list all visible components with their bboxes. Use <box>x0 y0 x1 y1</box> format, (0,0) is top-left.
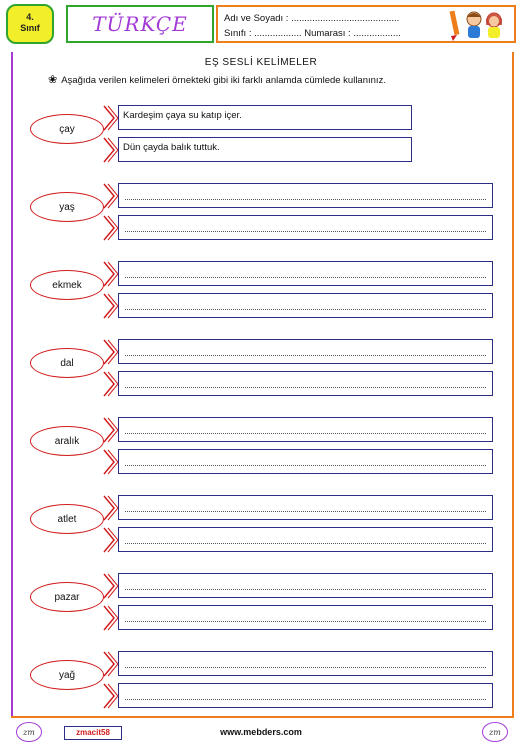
dotted-writing-line <box>125 511 486 512</box>
answer-line-box[interactable] <box>118 449 493 474</box>
answer-line-box[interactable] <box>118 417 493 442</box>
answer-line-box[interactable] <box>118 527 493 552</box>
chevron-right-icon <box>102 604 118 632</box>
word-label: dal <box>60 357 74 369</box>
answer-line-box[interactable] <box>118 495 493 520</box>
example-sentence-box <box>118 137 412 162</box>
pencil-icon <box>450 11 460 41</box>
example-sentence: Dün çayda balık tuttuk. <box>123 142 220 153</box>
chevron-right-icon <box>102 526 118 554</box>
chevron-right-icon <box>102 292 118 320</box>
answer-line-box[interactable] <box>118 683 493 708</box>
subject-title-box <box>66 5 214 43</box>
word-oval <box>30 426 104 456</box>
dotted-writing-line <box>125 667 486 668</box>
frame-right-border <box>512 52 514 716</box>
word-oval <box>30 348 104 378</box>
dotted-writing-line <box>125 465 486 466</box>
dotted-writing-line <box>125 231 486 232</box>
chevron-right-icon <box>102 338 118 366</box>
grade-number: 4. <box>26 12 34 22</box>
chevron-right-icon <box>102 260 118 288</box>
word-label: pazar <box>54 591 80 603</box>
word-oval <box>30 660 104 690</box>
kids-illustration <box>446 5 516 43</box>
answer-line-box[interactable] <box>118 293 493 318</box>
word-oval <box>30 114 104 144</box>
dotted-writing-line <box>125 277 486 278</box>
dotted-writing-line <box>125 387 486 388</box>
instruction-line <box>48 73 386 86</box>
author-tag: zmacit58 <box>64 726 122 740</box>
word-label: atlet <box>57 513 77 525</box>
footer-logo-text: zm <box>489 727 501 737</box>
answer-line-box[interactable] <box>118 605 493 630</box>
header <box>0 0 522 52</box>
word-oval <box>30 270 104 300</box>
word-label: ekmek <box>52 279 82 291</box>
chevron-right-icon <box>102 136 118 164</box>
dotted-writing-line <box>125 589 486 590</box>
dotted-writing-line <box>125 199 486 200</box>
worksheet-heading: EŞ SESLİ KELİMELER <box>204 57 318 68</box>
website-link[interactable]: www.mebders.com <box>220 727 302 737</box>
word-label: yaş <box>59 201 75 213</box>
chevron-right-icon <box>102 370 118 398</box>
word-oval <box>30 192 104 222</box>
chevron-right-icon <box>102 448 118 476</box>
girl-icon <box>486 13 502 38</box>
instruction-text: Aşağıda verilen kelimeleri örnekteki gibi iki farklı anlamda cümlede kullanınız. <box>61 75 386 86</box>
answer-line-box[interactable] <box>118 339 493 364</box>
dotted-writing-line <box>125 699 486 700</box>
dotted-writing-line <box>125 621 486 622</box>
subject-title: TÜRKÇE <box>92 12 188 36</box>
answer-line-box[interactable] <box>118 183 493 208</box>
word-label: aralık <box>54 435 80 447</box>
name-field[interactable]: Adı ve Soyadı : ......................................... <box>224 13 400 24</box>
word-oval <box>30 504 104 534</box>
word-oval <box>30 582 104 612</box>
boy-icon <box>467 12 481 38</box>
flower-bullet-icon: ❀ <box>48 74 58 86</box>
dotted-writing-line <box>125 309 486 310</box>
answer-line-box[interactable] <box>118 573 493 598</box>
chevron-right-icon <box>102 682 118 710</box>
dotted-writing-line <box>125 355 486 356</box>
grade-label: Sınıf <box>20 23 40 33</box>
footer-logo-right <box>482 722 508 742</box>
answer-line-box[interactable] <box>118 261 493 286</box>
chevron-right-icon <box>102 572 118 600</box>
answer-line-box[interactable] <box>118 651 493 676</box>
example-sentence: Kardeşim çaya su katıp içer. <box>123 110 242 121</box>
dotted-writing-line <box>125 433 486 434</box>
answer-line-box[interactable] <box>118 371 493 396</box>
grade-badge <box>6 4 54 44</box>
student-info-box <box>216 5 446 43</box>
class-number-field[interactable]: Sınıfı : .................. Numarası : .................. <box>224 28 401 39</box>
chevron-right-icon <box>102 182 118 210</box>
chevron-right-icon <box>102 650 118 678</box>
chevron-right-icon <box>102 214 118 242</box>
example-sentence-box <box>118 105 412 130</box>
footer-logo-text: zm <box>23 727 35 737</box>
dotted-writing-line <box>125 543 486 544</box>
chevron-right-icon <box>102 104 118 132</box>
frame-left-border <box>11 52 13 716</box>
word-label: yağ <box>58 669 76 681</box>
chevron-right-icon <box>102 416 118 444</box>
answer-line-box[interactable] <box>118 215 493 240</box>
chevron-right-icon <box>102 494 118 522</box>
word-label: çay <box>59 123 75 135</box>
frame-bottom-border <box>11 716 514 718</box>
